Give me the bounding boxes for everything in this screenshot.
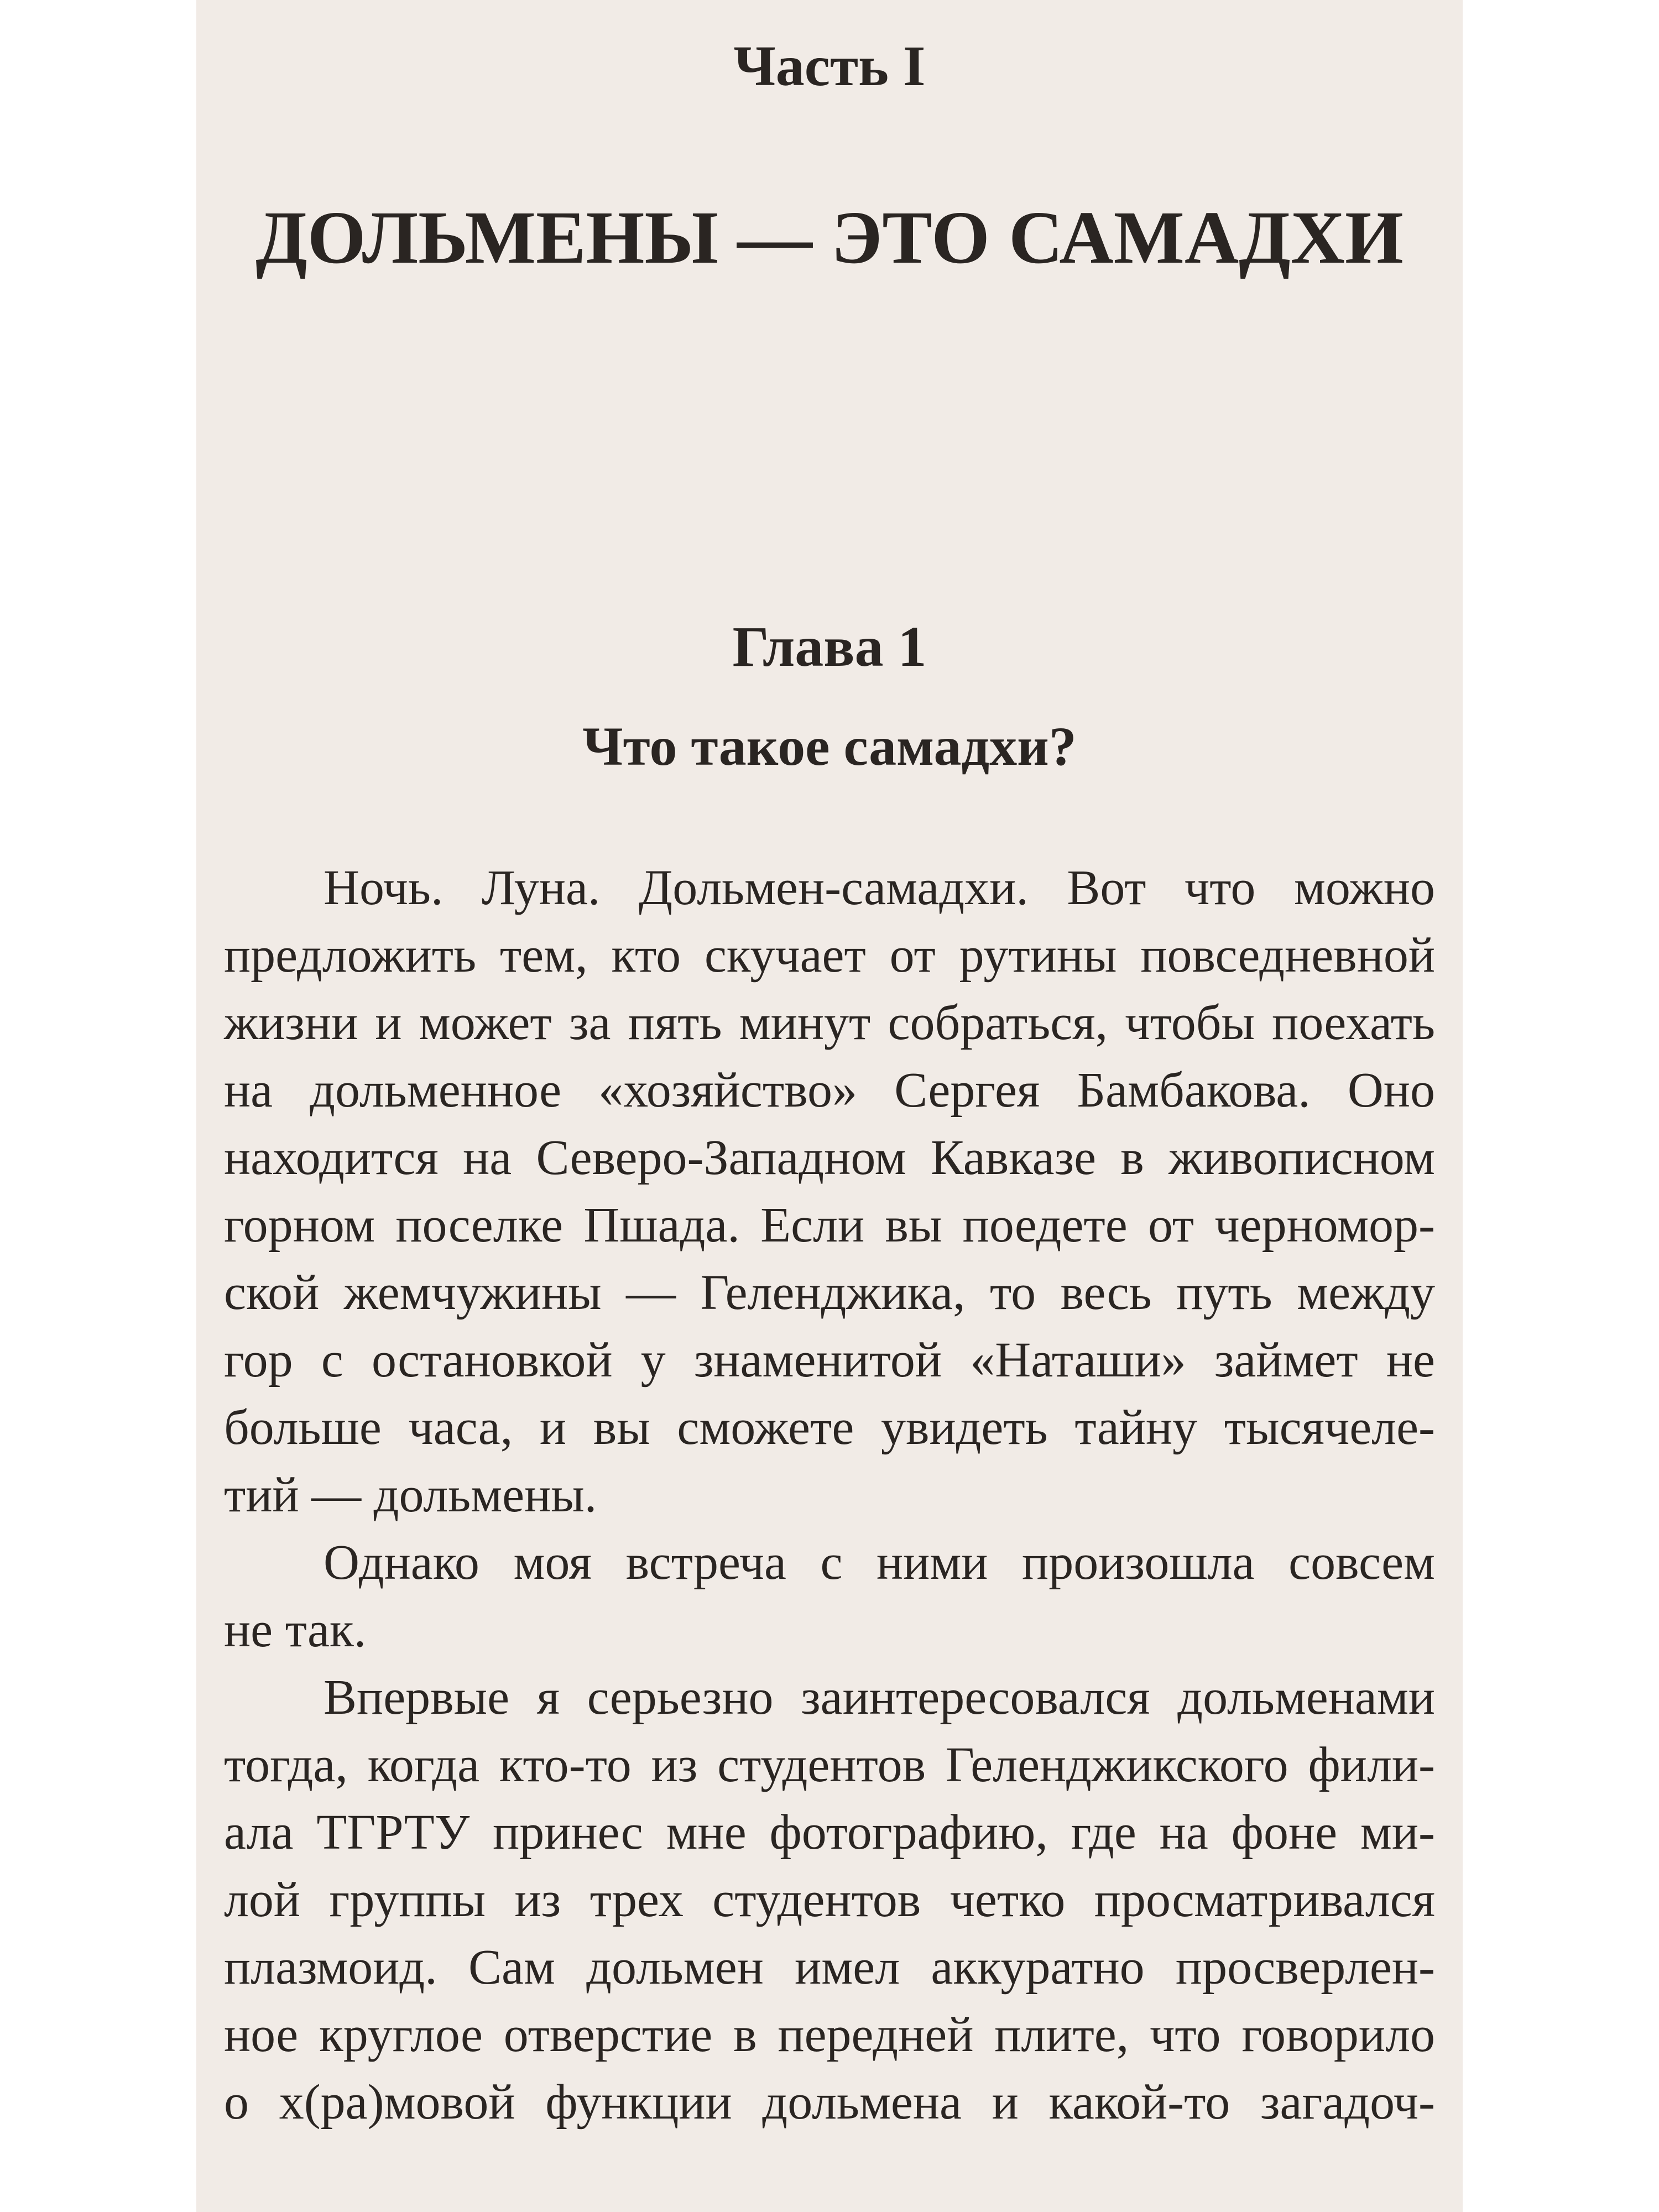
text-line: тий — дольмены. bbox=[224, 1468, 597, 1522]
text-line: находится на Северо-Западном Кавказе в живописном bbox=[224, 1130, 1435, 1185]
text-line: предложить тем, кто скучает от рутины повседневной bbox=[224, 928, 1435, 983]
part-title: Часть I bbox=[733, 34, 926, 98]
text-line: тогда, когда кто-то из студентов Геленджикского фили- bbox=[224, 1738, 1435, 1792]
body-text bbox=[224, 854, 1435, 2136]
text-line: плазмоид. Сам дольмен имел аккуратно просверлен- bbox=[224, 1940, 1435, 1995]
section-title: ДОЛЬМЕНЫ — ЭТО САМАДХИ bbox=[255, 196, 1404, 279]
text-line: Впервые я серьезно заинтересовался дольменами bbox=[324, 1670, 1435, 1725]
text-line: на дольменное «хозяйство» Сергея Бамбакова. Оно bbox=[224, 1063, 1435, 1118]
paragraph bbox=[224, 854, 1435, 1529]
text-line: ской жемчужины — Геленджика, то весь путь между bbox=[224, 1265, 1435, 1320]
text-line: гор с остановкой у знаменитой «Наташи» займет не bbox=[224, 1333, 1435, 1387]
text-line: жизни и может за пять минут собраться, чтобы поехать bbox=[224, 995, 1435, 1050]
text-line: ала ТГРТУ принес мне фотографию, где на фоне ми- bbox=[224, 1805, 1435, 1860]
paragraph bbox=[224, 1664, 1435, 2136]
paragraph bbox=[224, 1529, 1435, 1664]
text-line: ное круглое отверстие в передней плите, что говорило bbox=[224, 2007, 1435, 2062]
text-line: больше часа, и вы сможете увидеть тайну тысячеле- bbox=[224, 1400, 1435, 1455]
text-line: лой группы из трех студентов четко просматривался bbox=[224, 1872, 1435, 1927]
text-line: Ночь. Луна. Дольмен-самадхи. Вот что можно bbox=[324, 860, 1435, 915]
text-line: горном поселке Пшада. Если вы поедете от черномор- bbox=[224, 1198, 1435, 1253]
chapter-title: Что такое самадхи? bbox=[582, 716, 1077, 777]
text-line: не так. bbox=[224, 1603, 367, 1657]
book-page bbox=[196, 0, 1463, 2212]
text-line: Однако моя встреча с ними произошла совсем bbox=[324, 1535, 1435, 1590]
chapter-number: Глава 1 bbox=[732, 615, 927, 679]
text-line: о х(ра)мовой функции дольмена и какой-то загадоч- bbox=[224, 2075, 1435, 2130]
